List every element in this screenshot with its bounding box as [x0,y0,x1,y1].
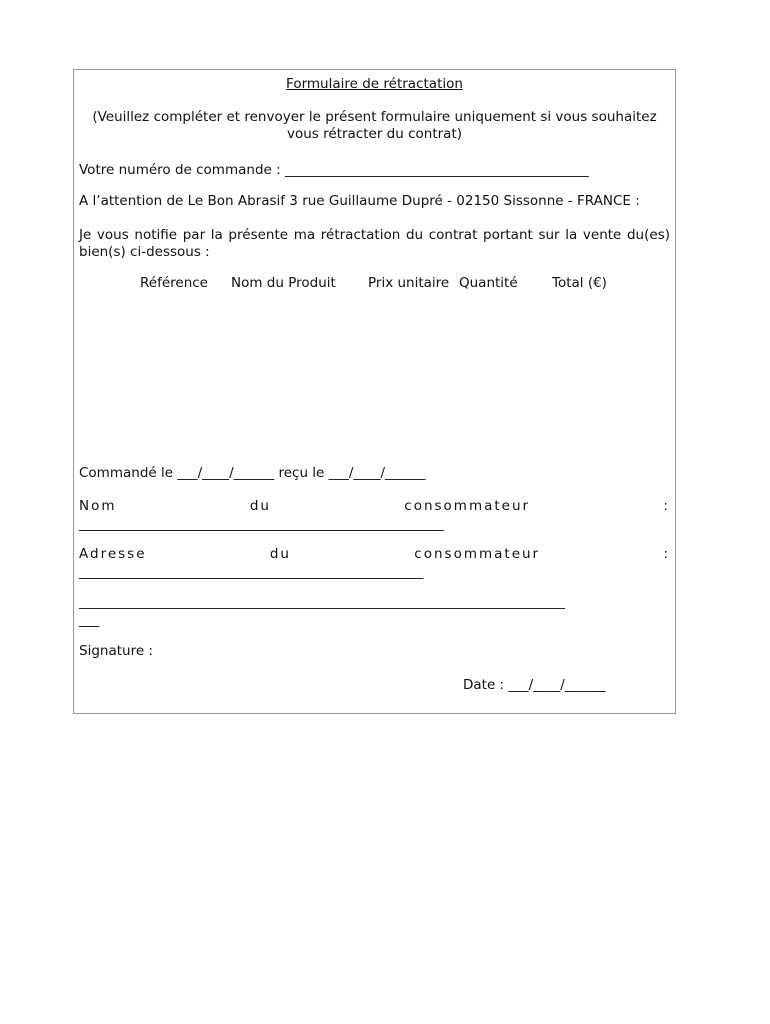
order-and-receipt-dates-field[interactable]: Commandé le ___/____/______ reçu le ___/____/______ [79,465,426,481]
withdrawal-form [73,69,676,714]
table-header-reference: Référence [140,275,208,291]
consumer-name-colon: : [663,498,670,514]
attention-address: A l’attention de Le Bon Abrasif 3 rue Guillaume Dupré - 02150 Sissonne - FRANCE : [79,193,640,209]
consumer-name-word: Nom [79,498,117,514]
consumer-address-word: Adresse [79,546,147,562]
consumer-name-field[interactable]: ______________________________________________________ [79,516,444,532]
table-header-quantity: Quantité [459,275,518,291]
consumer-address-word: consommateur [414,546,541,562]
table-header-product-name: Nom du Produit [231,275,336,291]
order-number-field[interactable]: Votre numéro de commande : _____________________________________________ [79,162,589,178]
consumer-name-label [79,497,670,515]
form-intro: (Veuillez compléter et renvoyer le présent formulaire uniquement si vous souhaitez vous rétracter du contrat) [92,109,657,142]
consumer-name-word: consommateur [404,498,531,514]
signature-label: Signature : [79,643,153,659]
consumer-address-extra-line-end[interactable]: ___ [79,612,100,628]
withdrawal-notice: Je vous notifie par la présente ma rétractation du contrat portant sur la vente du(es) bien(s) ci-dessous : [79,227,670,260]
form-title: Formulaire de rétractation [286,76,463,92]
consumer-address-colon: : [663,546,670,562]
consumer-address-label [79,545,670,563]
consumer-address-extra-line[interactable]: ________________________________________________________________________ [79,594,565,610]
date-field[interactable]: Date : ___/____/______ [463,677,606,693]
table-header-total: Total (€) [552,275,607,291]
consumer-address-word: du [269,546,291,562]
consumer-name-word: du [249,498,271,514]
consumer-address-field[interactable]: ___________________________________________________ [79,564,424,580]
products-table-header [74,274,675,292]
table-header-unit-price: Prix unitaire [368,275,450,291]
